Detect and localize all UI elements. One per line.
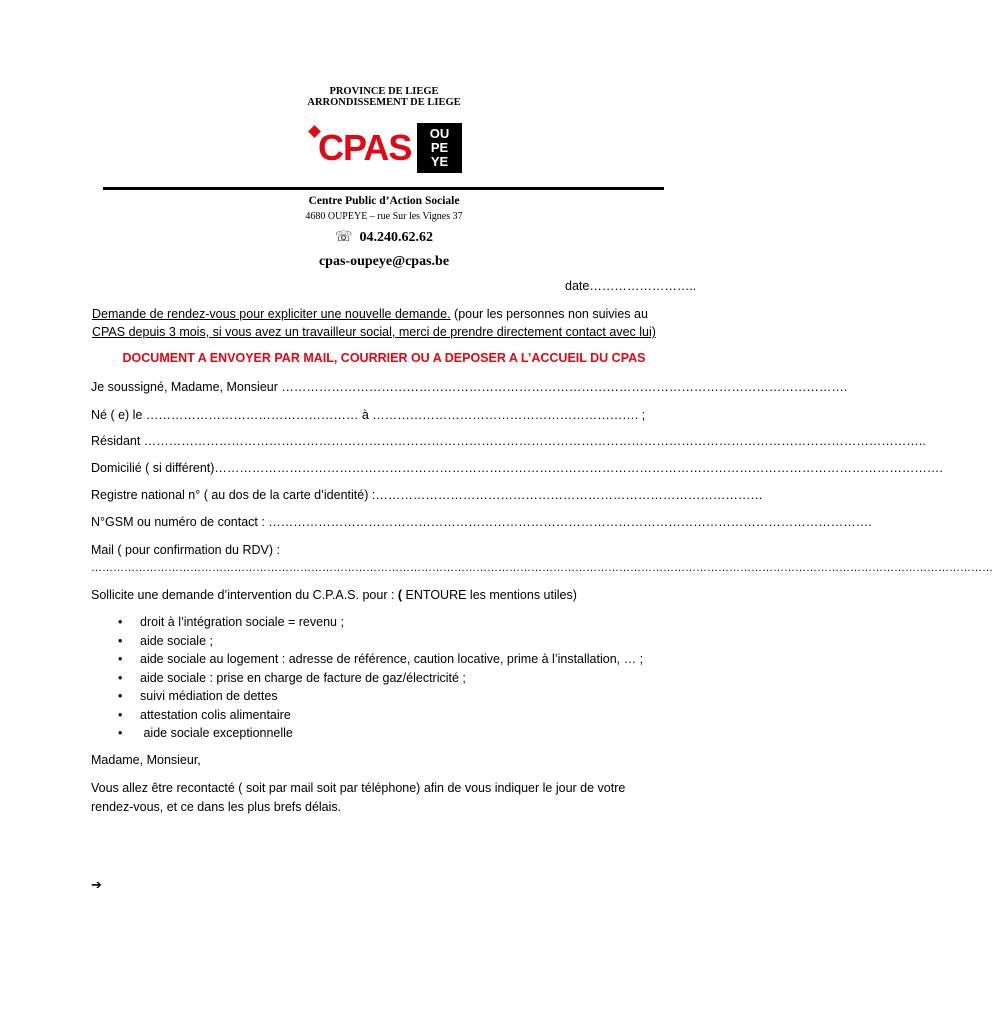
sollicite-line bbox=[91, 587, 577, 603]
bullet-icon: • bbox=[118, 689, 123, 703]
phone-line bbox=[0, 229, 768, 247]
bullet-icon: • bbox=[118, 707, 123, 722]
header-divider bbox=[103, 187, 664, 190]
list-item bbox=[118, 706, 643, 725]
cpas-logo bbox=[310, 123, 462, 173]
option-label: aide sociale au logement : adresse de référence, caution locative, prime à l’installation, … ; bbox=[140, 652, 644, 666]
list-item bbox=[118, 669, 643, 688]
sollicite-paren: ( bbox=[397, 588, 406, 602]
send-notice: DOCUMENT A ENVOYER PAR MAIL, COURRIER OU A DEPOSER A L’ACCUEIL DU CPAS bbox=[122, 351, 646, 365]
phone-number: 04.240.62.62 bbox=[359, 230, 433, 245]
option-label: aide sociale ; bbox=[140, 633, 213, 648]
option-label: aide sociale : prise en charge de facture de gaz/électricité ; bbox=[140, 670, 466, 685]
closing-line-2: rendez-vous, et ce dans les plus brefs délais. bbox=[91, 800, 342, 814]
field-residant: Résidant …………………………………………………………………………………………………………………………………………………………………….. bbox=[91, 434, 926, 448]
province-heading: PROVINCE DE LIEGE bbox=[329, 86, 439, 97]
sollicite-suffix: les mentions utiles) bbox=[466, 588, 577, 602]
list-item bbox=[118, 613, 643, 632]
intro-line-1 bbox=[92, 306, 648, 322]
field-domicilie: Domicilié ( si différent)…………………………………………………………………………………………………………………………………………………………. bbox=[91, 461, 943, 475]
arrow-right-icon: ➔ bbox=[91, 877, 102, 892]
logo-box-line: PE bbox=[430, 140, 449, 155]
arrondissement-heading: ARRONDISSEMENT DE LIEGE bbox=[307, 97, 461, 108]
list-item bbox=[118, 650, 643, 669]
list-item bbox=[118, 724, 643, 743]
option-label: droit à l’intégration sociale = revenu ; bbox=[140, 615, 344, 629]
option-label: attestation colis alimentaire bbox=[140, 707, 291, 722]
logo-cpas-text: CPAS bbox=[318, 127, 412, 168]
bullet-icon: • bbox=[118, 726, 123, 740]
option-label: suivi médiation de dettes bbox=[140, 689, 278, 703]
intro-line-2: CPAS depuis 3 mois, si vous avez un travailleur social, merci de prendre directement contact avec lui) bbox=[92, 325, 656, 339]
intro-rest: (pour les personnes non suivies au bbox=[450, 307, 648, 321]
logo-box-line: OU bbox=[429, 126, 450, 141]
field-ne-le: Né ( e) le …………………………………………… à ………………………………………………………. ; bbox=[91, 408, 646, 422]
bullet-icon: • bbox=[118, 633, 123, 648]
field-gsm: N°GSM ou numéro de contact : ………………………………………………………………………………………………………………………………. bbox=[91, 515, 872, 529]
bullet-icon: • bbox=[118, 652, 123, 666]
sollicite-emphasis: ENTOURE bbox=[405, 588, 467, 602]
field-registre: Registre national n° ( au dos de la carte d’identité) :………………………………………………………………………………… bbox=[91, 488, 763, 502]
telephone-icon: ☏ bbox=[334, 230, 353, 245]
sollicite-prefix: Sollicite une demande d’intervention du C.P.A.S. pour : bbox=[91, 588, 398, 602]
closing-line-1: Vous allez être recontacté ( soit par mail soit par téléphone) afin de vous indiquer le jour de votre bbox=[91, 781, 626, 795]
email-address: cpas-oupeye@cpas.be bbox=[318, 254, 450, 269]
options-list bbox=[118, 613, 643, 743]
list-item bbox=[118, 632, 643, 651]
field-soussigne: Je soussigné, Madame, Monsieur ………………………………………………………………………………………………………………………. bbox=[91, 380, 848, 394]
option-label: aide sociale exceptionnelle bbox=[140, 726, 293, 740]
field-mail-label: Mail ( pour confirmation du RDV) : bbox=[91, 543, 280, 557]
field-mail-dots: ………………………………………………………………………………………………………………………………………………………………………………………………………………………… bbox=[91, 562, 993, 574]
org-address: 4680 OUPEYE – rue Sur les Vignes 37 bbox=[305, 211, 463, 222]
date-line: date…………………….. bbox=[565, 279, 697, 293]
bullet-icon: • bbox=[118, 670, 123, 685]
list-item bbox=[118, 687, 643, 706]
intro-underlined: Demande de rendez-vous pour expliciter une nouvelle demande. bbox=[92, 307, 451, 321]
salutation: Madame, Monsieur, bbox=[91, 753, 201, 767]
org-name: Centre Public d’Action Sociale bbox=[308, 195, 460, 207]
bullet-icon: • bbox=[118, 615, 123, 629]
logo-oupeye-box bbox=[417, 123, 462, 173]
logo-box-line: YE bbox=[430, 154, 449, 169]
